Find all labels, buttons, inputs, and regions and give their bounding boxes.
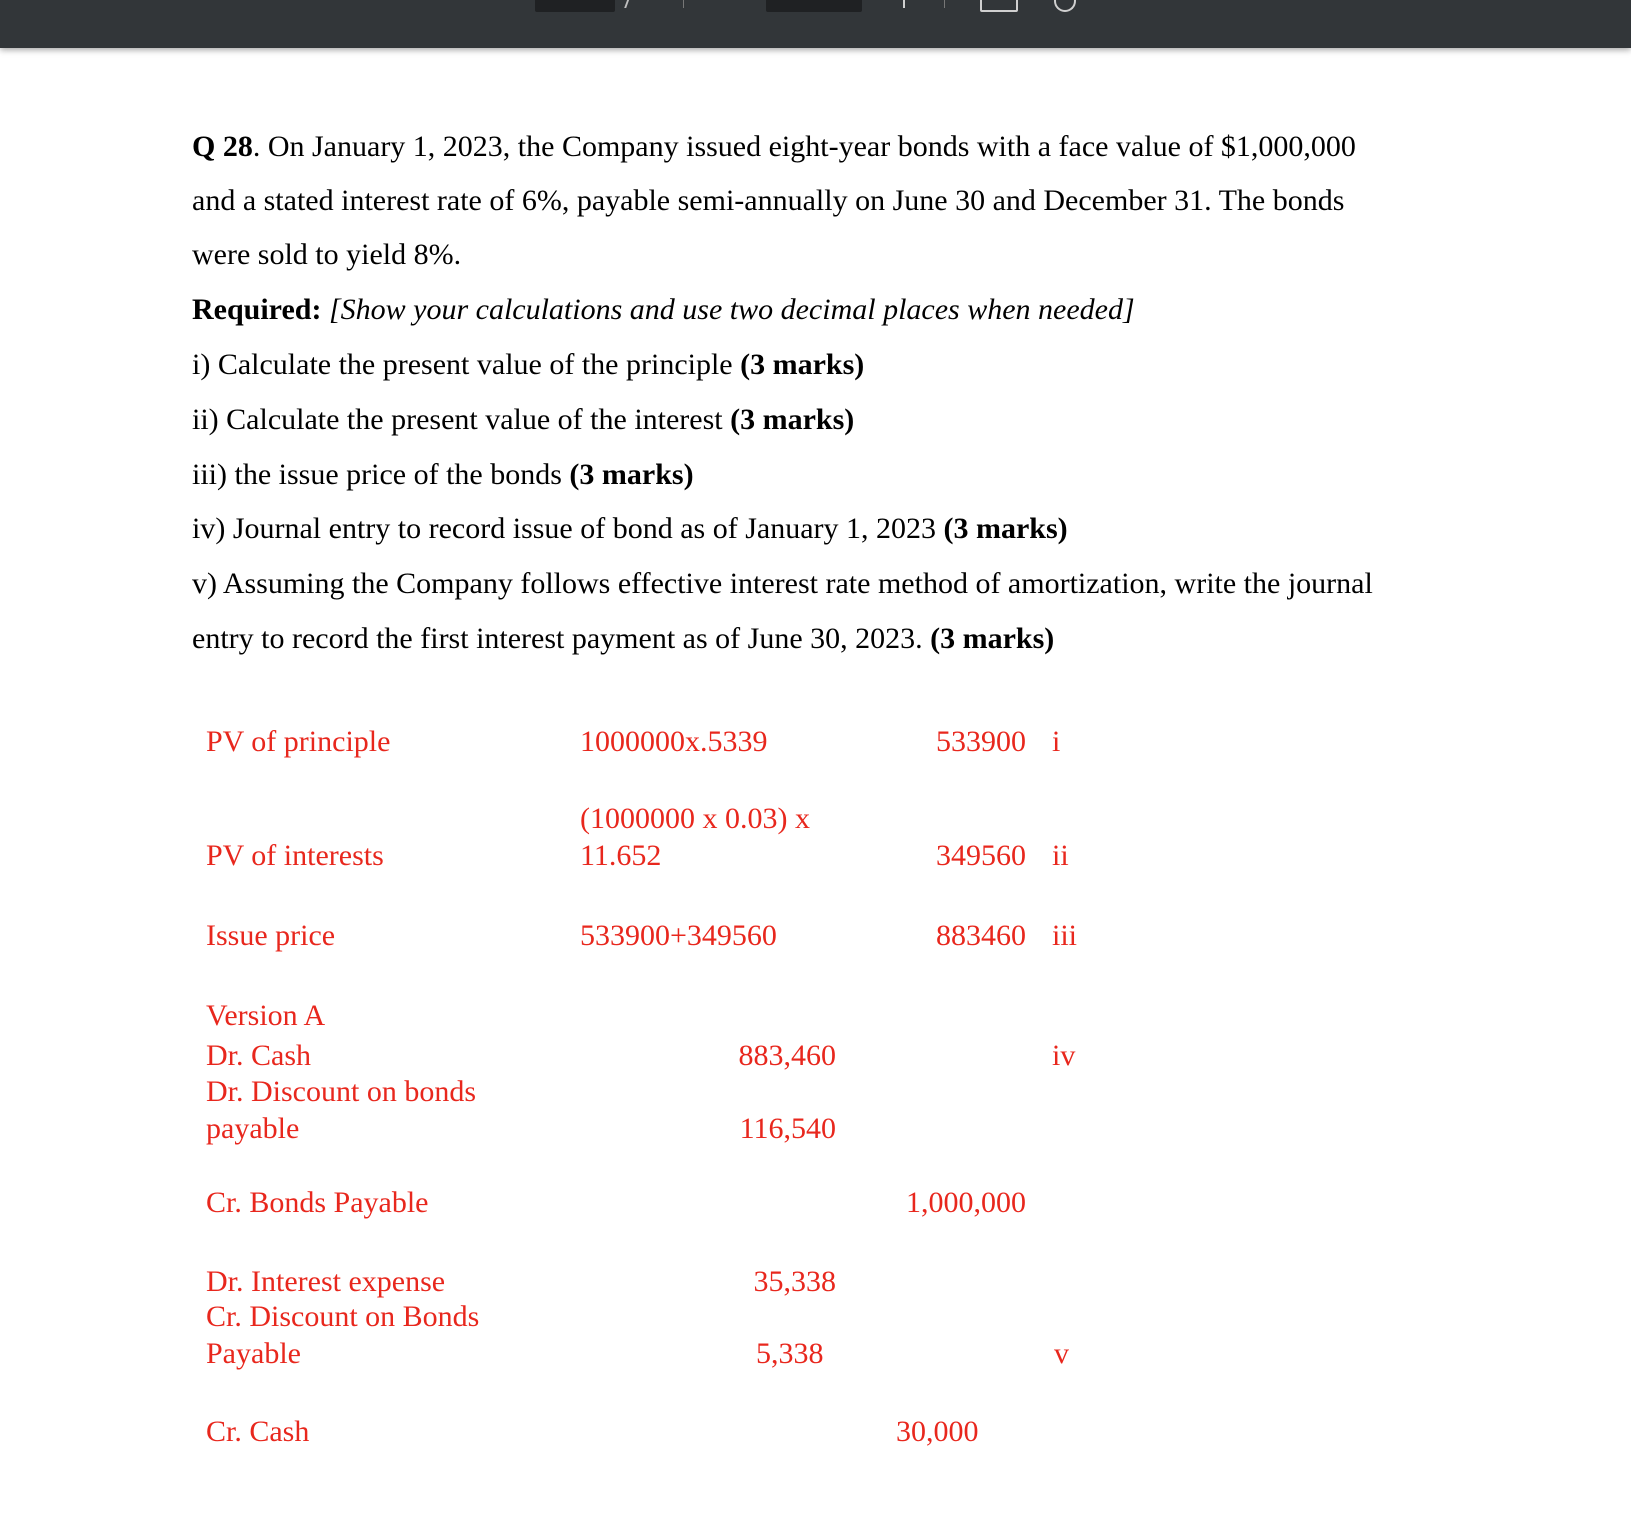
toolbar-divider <box>683 0 684 8</box>
question-number: Q 28 <box>192 130 253 163</box>
issue-price-label: Issue price <box>206 919 336 952</box>
pv-interests-label: PV of interests <box>206 839 384 872</box>
pv-principle-value: 533900 <box>936 725 1026 758</box>
item-text: entry to record the first interest payment as of June 30, 2023. <box>192 622 931 655</box>
cr-discount-label-line-1: Cr. Discount on Bonds <box>206 1300 480 1333</box>
pv-principle-tag: i <box>1052 725 1061 758</box>
question-item-5-line-2 <box>192 622 1054 656</box>
rotate-icon[interactable] <box>1054 0 1076 12</box>
cr-discount-amount: 5,338 <box>756 1337 824 1370</box>
question-item-4 <box>192 512 1068 546</box>
cr-cash-amount: 30,000 <box>896 1415 979 1448</box>
required-line <box>192 293 1135 327</box>
issue-price-tag: iii <box>1052 919 1078 952</box>
zoom-in-icon[interactable] <box>903 0 905 8</box>
cr-bonds-label: Cr. Bonds Payable <box>206 1186 429 1219</box>
pv-principle-label: PV of principle <box>206 725 391 758</box>
item-text: iv) Journal entry to record issue of bond as of January 1, 2023 <box>192 512 944 545</box>
question-item-5-line-1: v) Assuming the Company follows effective interest rate method of amortization, write the journal <box>192 567 1373 600</box>
issue-price-value: 883460 <box>936 919 1026 952</box>
cr-cash-label: Cr. Cash <box>206 1415 310 1448</box>
viewer-toolbar <box>0 0 1631 48</box>
item-marks: (3 marks) <box>730 403 855 436</box>
dr-discount-label-line-2: payable <box>206 1112 300 1145</box>
toolbar-divider <box>944 0 945 8</box>
item-text: iii) the issue price of the bonds <box>192 458 570 491</box>
item-marks: (3 marks) <box>930 622 1055 655</box>
item-text: ii) Calculate the present value of the interest <box>192 403 731 436</box>
question-item-1 <box>192 348 864 382</box>
pv-interests-calc-line-2: 11.652 <box>580 839 662 872</box>
pv-interests-value: 349560 <box>936 839 1026 872</box>
pv-interests-tag: ii <box>1052 839 1069 872</box>
question-item-2 <box>192 403 854 437</box>
entry-iv-tag: iv <box>1052 1039 1076 1072</box>
zoom-input[interactable] <box>766 0 862 12</box>
item-marks: (3 marks) <box>740 348 865 381</box>
question-item-3 <box>192 458 694 492</box>
item-text: i) Calculate the present value of the principle <box>192 348 741 381</box>
fit-page-icon[interactable] <box>980 0 1018 12</box>
dr-discount-label-line-1: Dr. Discount on bonds <box>206 1075 476 1108</box>
page-number-input[interactable] <box>535 0 615 12</box>
pv-principle-calc: 1000000x.5339 <box>580 725 768 758</box>
dr-interest-label: Dr. Interest expense <box>206 1265 446 1298</box>
dr-discount-amount: 116,540 <box>739 1112 836 1145</box>
dr-interest-amount: 35,338 <box>753 1265 836 1298</box>
cr-bonds-amount: 1,000,000 <box>906 1186 1026 1219</box>
page-separator <box>624 0 630 8</box>
dr-cash-amount: 883,460 <box>738 1039 836 1072</box>
entry-v-tag: v <box>1054 1337 1069 1370</box>
question-text: . On January 1, 2023, the Company issued eight-year bonds with a face value of $1,000,000 <box>252 130 1356 163</box>
question-line-2: and a stated interest rate of 6%, payable semi-annually on June 30 and December 31. The bonds <box>192 184 1345 217</box>
issue-price-calc: 533900+349560 <box>580 919 777 952</box>
item-marks: (3 marks) <box>569 458 694 491</box>
pv-interests-calc-line-1: (1000000 x 0.03) x <box>580 802 810 835</box>
required-label: Required: <box>192 293 322 326</box>
question-line-1 <box>192 130 1356 164</box>
cr-discount-label-line-2: Payable <box>206 1337 301 1370</box>
dr-cash-label: Dr. Cash <box>206 1039 311 1072</box>
version-label: Version A <box>206 999 326 1032</box>
item-marks: (3 marks) <box>943 512 1068 545</box>
required-note: [Show your calculations and use two decimal places when needed] <box>328 293 1135 326</box>
question-line-3: were sold to yield 8%. <box>192 238 462 271</box>
